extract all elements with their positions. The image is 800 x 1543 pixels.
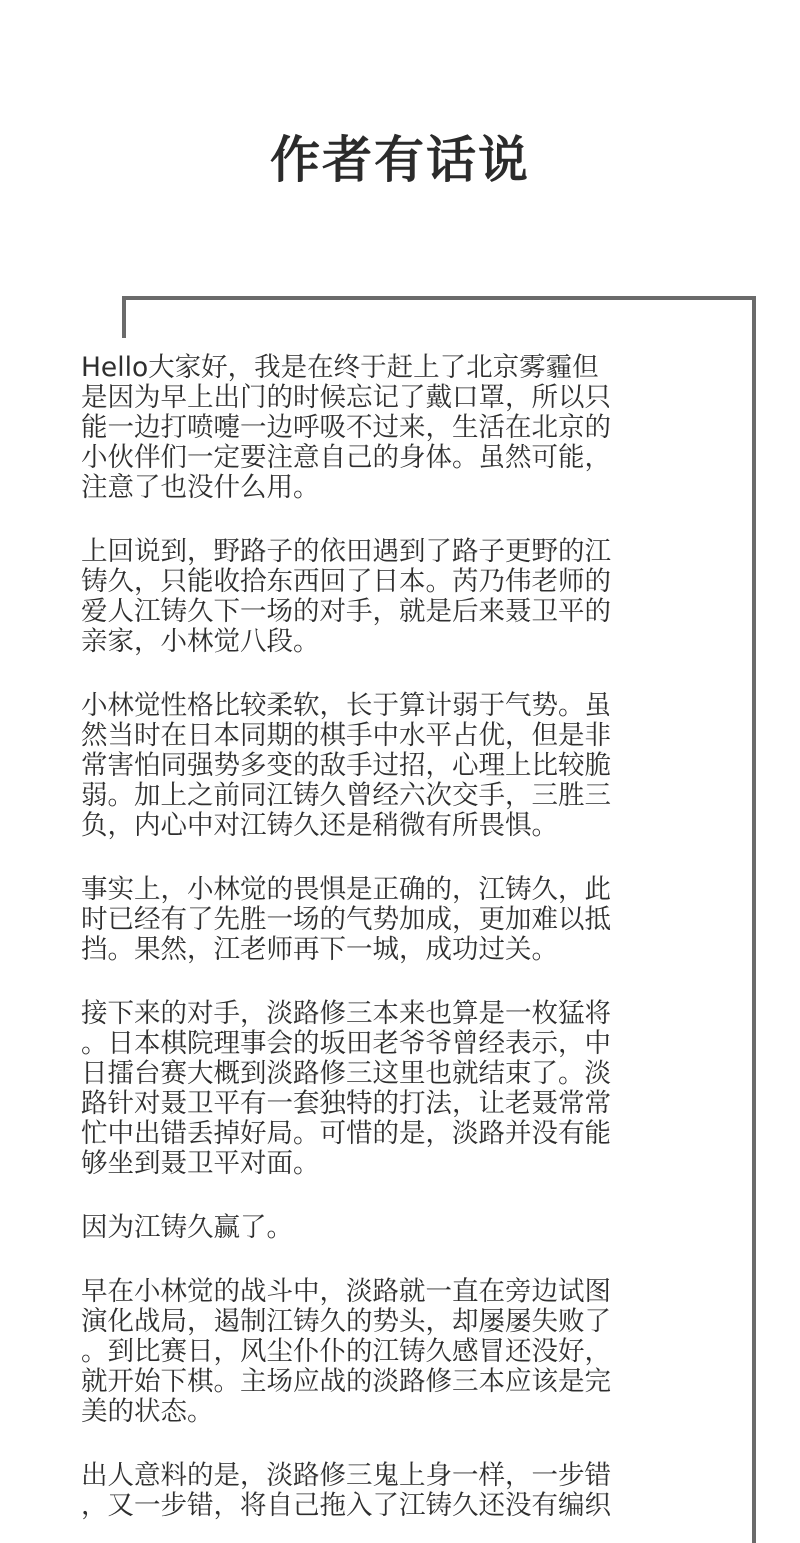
text-line: 亲家，小林觉八段。 — [81, 626, 320, 657]
paragraph-6 — [81, 1213, 741, 1243]
text-line: 常害怕同强势多变的敌手过招，心理上比较脆 — [81, 750, 611, 781]
text-line: 负，内心中对江铸久还是稍微有所畏惧。 — [81, 810, 558, 841]
text-line: 弱。加上之前同江铸久曾经六次交手，三胜三 — [81, 780, 611, 811]
paragraph-1 — [81, 353, 741, 503]
text-line: 够坐到聂卫平对面。 — [81, 1148, 320, 1179]
paragraph-2 — [81, 537, 741, 657]
text-line: Hello大家好，我是在终于赶上了北京雾霾但 — [81, 353, 599, 383]
text-line: 就开始下棋。主场应战的淡路修三本应该是完 — [81, 1366, 611, 1397]
text-line: 时已经有了先胜一场的气势加成，更加难以抵 — [81, 904, 611, 935]
paragraph-3 — [81, 691, 741, 841]
text-line: 小伙伴们一定要注意自己的身体。虽然可能， — [81, 442, 611, 473]
frame-left-tick — [122, 296, 126, 338]
text-line: 铸久，只能收拾东西回了日本。芮乃伟老师的 — [81, 566, 611, 597]
text-line: 事实上，小林觉的畏惧是正确的，江铸久，此 — [81, 874, 611, 905]
paragraph-4 — [81, 875, 741, 965]
text-line: 日擂台赛大概到淡路修三这里也就结束了。淡 — [81, 1058, 611, 1089]
text-line: 是因为早上出门的时候忘记了戴口罩，所以只 — [81, 382, 611, 413]
text-line: 演化战局，遏制江铸久的势头，却屡屡失败了 — [81, 1306, 611, 1337]
text-line: 然当时在日本同期的棋手中水平占优，但是非 — [81, 720, 611, 751]
frame-top-border — [122, 296, 756, 300]
paragraph-5 — [81, 999, 741, 1179]
text-line: 接下来的对手，淡路修三本来也算是一枚猛将 — [81, 998, 611, 1029]
text-line: 。到比赛日，风尘仆仆的江铸久感冒还没好， — [81, 1336, 611, 1367]
text-line: 能一边打喷嚏一边呼吸不过来，生活在北京的 — [81, 412, 611, 443]
text-line: 因为江铸久赢了。 — [81, 1212, 293, 1243]
article-body — [81, 353, 741, 1543]
paragraph-7 — [81, 1277, 741, 1427]
page-title: 作者有话说 — [270, 130, 530, 189]
text-line: 小林觉性格比较柔软，长于算计弱于气势。虽 — [81, 690, 611, 721]
text-line: 路针对聂卫平有一套独特的打法，让老聂常常 — [81, 1088, 611, 1119]
text-line: 。日本棋院理事会的坂田老爷爷曾经表示，中 — [81, 1028, 611, 1059]
text-line: 出人意料的是，淡路修三鬼上身一样，一步错 — [81, 1460, 611, 1491]
text-line: 爱人江铸久下一场的对手，就是后来聂卫平的 — [81, 596, 611, 627]
frame-right-border — [752, 296, 756, 1543]
text-line: 上回说到，野路子的依田遇到了路子更野的江 — [81, 536, 611, 567]
text-line: 挡。果然，江老师再下一城，成功过关。 — [81, 934, 558, 965]
paragraph-8 — [81, 1461, 741, 1521]
text-line: 注意了也没什么用。 — [81, 472, 320, 503]
text-line: 忙中出错丢掉好局。可惜的是，淡路并没有能 — [81, 1118, 611, 1149]
text-line: 早在小林觉的战斗中，淡路就一直在旁边试图 — [81, 1276, 611, 1307]
text-line: 美的状态。 — [81, 1396, 214, 1427]
text-line: ，又一步错，将自己拖入了江铸久还没有编织 — [81, 1490, 611, 1521]
